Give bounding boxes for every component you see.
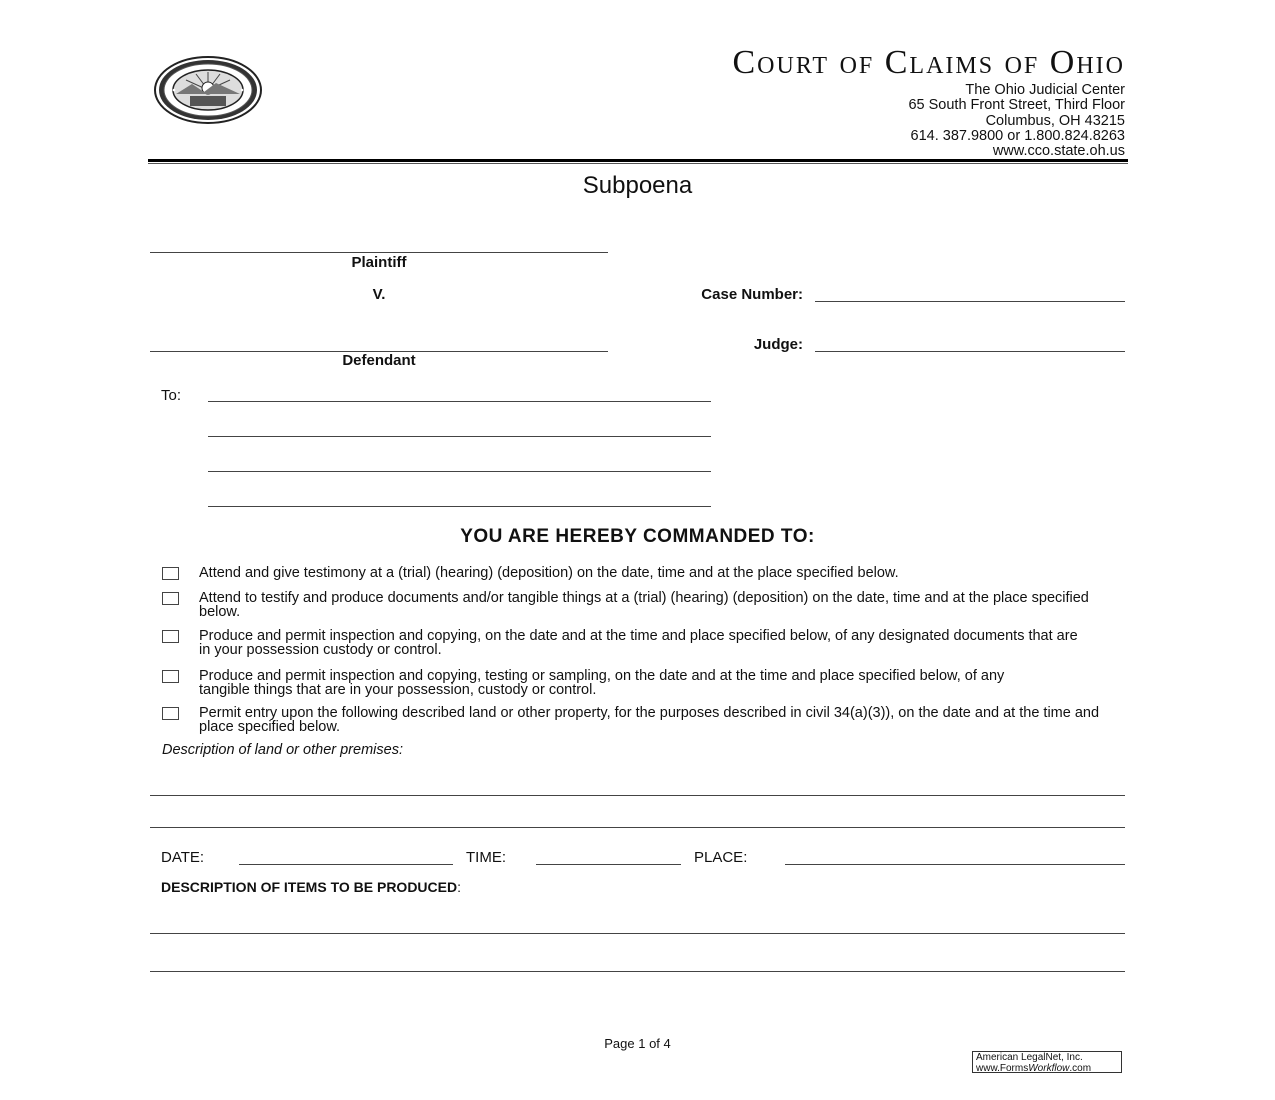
defendant-label: Defendant bbox=[342, 352, 416, 369]
premises-description-line-1[interactable] bbox=[150, 795, 1125, 796]
option-checkbox-1[interactable] bbox=[162, 567, 179, 580]
premises-description-line-2[interactable] bbox=[150, 827, 1125, 828]
to-field-line-3[interactable] bbox=[208, 471, 711, 472]
time-field[interactable] bbox=[536, 864, 681, 865]
place-field[interactable] bbox=[785, 864, 1125, 865]
option-checkbox-5[interactable] bbox=[162, 707, 179, 720]
publisher-url[interactable]: www.FormsWorkflow.com bbox=[976, 1062, 1092, 1074]
option-checkbox-4[interactable] bbox=[162, 670, 179, 683]
header-divider-thin bbox=[148, 163, 1128, 164]
items-description-line-2[interactable] bbox=[150, 971, 1125, 972]
items-heading-colon: : bbox=[457, 879, 461, 895]
page-number: Page 1 of 4 bbox=[604, 1036, 671, 1051]
items-description-line-1[interactable] bbox=[150, 933, 1125, 934]
option-checkbox-3[interactable] bbox=[162, 630, 179, 643]
command-heading: YOU ARE HEREBY COMMANDED TO: bbox=[460, 526, 815, 547]
to-label: To: bbox=[161, 387, 182, 404]
option-checkbox-2[interactable] bbox=[162, 592, 179, 605]
website-url[interactable]: www.cco.state.oh.us bbox=[992, 143, 1125, 159]
header-divider-thick bbox=[148, 159, 1128, 162]
judge-label: Judge: bbox=[753, 336, 803, 353]
to-field-line-4[interactable] bbox=[208, 506, 711, 507]
premises-description-label: Description of land or other premises: bbox=[162, 742, 403, 758]
document-title: Subpoena bbox=[582, 172, 693, 199]
place-label: PLACE: bbox=[694, 849, 748, 866]
to-field-line-1[interactable] bbox=[208, 401, 711, 402]
option-text-3: Produce and permit inspection and copying, on the date and at the time and place specified below, of any designated documents that are in your possession custody or control. bbox=[199, 628, 1078, 658]
date-label: DATE: bbox=[161, 849, 205, 866]
plaintiff-label: Plaintiff bbox=[351, 254, 407, 271]
publisher-name: American LegalNet, Inc. bbox=[976, 1052, 1083, 1063]
address-line-1: The Ohio Judicial Center bbox=[965, 82, 1125, 98]
option-text-1: Attend and give testimony at a (trial) (hearing) (deposition) on the date, time and at the place specified below. bbox=[199, 565, 899, 581]
option-text-2: Attend to testify and produce documents and/or tangible things at a (trial) (hearing) (deposition) on the date, time and at the place specified below. bbox=[199, 590, 1089, 620]
items-heading bbox=[161, 879, 461, 895]
versus-label: V. bbox=[372, 286, 386, 303]
publisher-badge bbox=[972, 1051, 1122, 1073]
address-line-3: Columbus, OH 43215 bbox=[985, 113, 1125, 129]
phone-numbers: 614. 387.9800 or 1.800.824.8263 bbox=[910, 128, 1125, 144]
items-heading-label: DESCRIPTION OF ITEMS TO BE PRODUCED bbox=[161, 879, 458, 895]
case-number-label: Case Number: bbox=[701, 286, 803, 303]
option-text-5: Permit entry upon the following described land or other property, for the purposes described in civil 34(a)(3)), on the date and at the time and place specified below. bbox=[199, 705, 1100, 735]
case-number-field[interactable] bbox=[815, 301, 1125, 302]
plaintiff-field[interactable] bbox=[150, 252, 608, 253]
option-text-4: Produce and permit inspection and copying, testing or sampling, on the date and at the time and place specified below, of any tangible things that are in your possession, custody or control. bbox=[199, 668, 1005, 698]
judge-field[interactable] bbox=[815, 351, 1125, 352]
court-seal bbox=[154, 56, 262, 124]
court-name: Court of Claims of Ohio bbox=[732, 44, 1125, 81]
time-label: TIME: bbox=[466, 849, 506, 866]
address-line-2: 65 South Front Street, Third Floor bbox=[908, 97, 1125, 113]
to-field-line-2[interactable] bbox=[208, 436, 711, 437]
date-field[interactable] bbox=[239, 864, 453, 865]
